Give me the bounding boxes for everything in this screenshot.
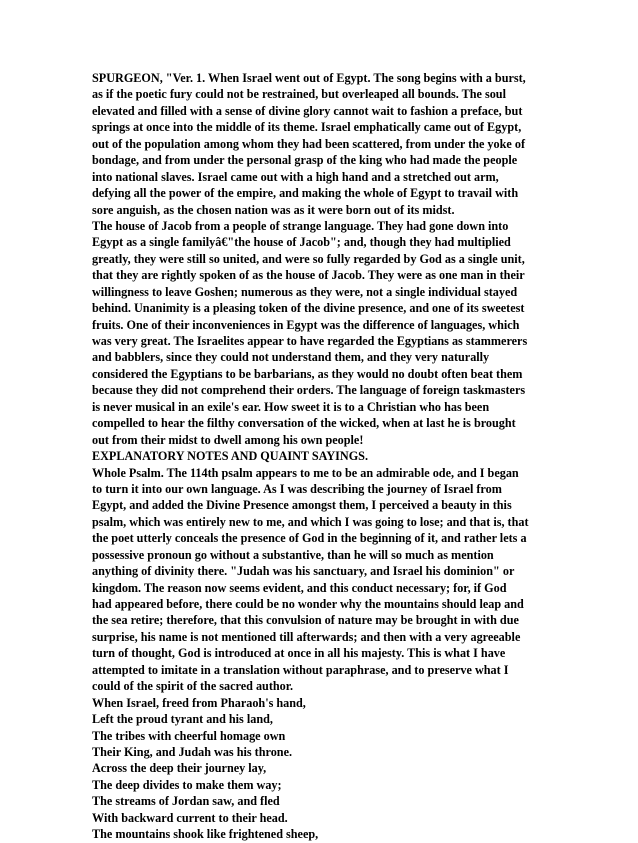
text-line: sore anguish, as the chosen nation was as it were born out of its midst. (92, 202, 455, 217)
text-line: greatly, they were still so united, and were so fully regarded by God as a single unit, (92, 251, 525, 266)
text-line: Their King, and Judah was his throne. (92, 744, 293, 759)
text-line: is never musical in an exile's ear. How sweet it is to a Christian who has been (92, 399, 490, 414)
text-line: behind. Unanimity is a pleasing token of the divine presence, and one of its sweetest (92, 301, 525, 316)
text-line: The mountains shook like frightened sheep, (92, 827, 319, 842)
text-line: out of the population among whom they had been scattered, from under the yoke of (92, 136, 526, 151)
text-line: possessive pronoun go without a substantive, than he will so much as mention (92, 547, 494, 562)
text-line: the sea retire; therefore, that this convulsion of nature may be brought in with due (92, 613, 519, 628)
text-line: When Israel, freed from Pharaoh's hand, (92, 695, 306, 710)
text-line: willingness to leave Goshen; numerous as they were, not a single individual stayed (92, 284, 518, 299)
text-line: into national slaves. Israel came out with a high hand and a stretched out arm, (92, 169, 499, 184)
text-line: bondage, and from under the personal grasp of the king who had made the people (92, 153, 518, 168)
text-line: considered the Egyptians to be barbarians, as they would no doubt often beat them (92, 366, 523, 381)
text-line: was very great. The Israelites appear to have regarded the Egyptians as stammerers (92, 334, 528, 348)
text-line: The deep divides to make them way; (92, 777, 282, 792)
text-line: elevated and filled with a sense of divine glory cannot wait to fashion a preface, but (92, 103, 523, 118)
text-line: the poet utterly conceals the presence of God in the beginning of it, and rather lets a (92, 531, 527, 546)
text-line: anything of divinity there. "Judah was his sanctuary, and Israel his dominion" or (92, 564, 515, 579)
text-line: defying all the power of the empire, and making the whole of Egypt to travail with (92, 186, 519, 201)
text-line: EXPLANATORY NOTES AND QUAINT SAYINGS. (92, 449, 368, 464)
text-line: The streams of Jordan saw, and fled (92, 794, 280, 809)
text-line: turn of thought, God is introduced at once in all his majesty. This is what I have (92, 646, 506, 661)
text-line: as if the poetic fury could not be restrained, but overleaped all bounds. The soul (92, 87, 506, 102)
text-line: Whole Psalm. The 114th psalm appears to me to be an admirable ode, and I began (92, 465, 519, 480)
text-line: springs at once into the middle of its theme. Israel emphatically came out of Egypt, (92, 120, 522, 135)
text-line: out from their midst to dwell among his own people! (92, 432, 364, 447)
text-line: kingdom. The reason now seems evident, and this conduct necessary; for, if God (92, 580, 507, 595)
text-line: The house of Jacob from a people of strange language. They had gone down into (92, 218, 509, 233)
text-line: Left the proud tyrant and his land, (92, 712, 273, 727)
text-line: SPURGEON, "Ver. 1. When Israel went out of Egypt. The song begins with a burst, (92, 71, 526, 85)
text-line: psalm, which was entirely new to me, and which I was going to lose; and that is, that (92, 514, 529, 529)
text-line: had appeared before, there could be no wonder why the mountains should leap and (92, 597, 524, 611)
text-line: to turn it into our own language. As I was describing the journey of Israel from (92, 481, 502, 496)
text-line: The tribes with cheerful homage own (92, 728, 286, 743)
text-line: Across the deep their journey lay, (92, 761, 267, 776)
text-line: that they are rightly spoken of as the house of Jacob. They were as one man in their (92, 268, 525, 283)
text-line: compelled to hear the filthy conversation of the wicked, when at last he is brought (92, 416, 516, 431)
text-line: Egypt, and added the Divine Presence amongst them, I perceived a beauty in this (92, 498, 512, 513)
text-line: because they did not comprehend their orders. The language of foreign taskmasters (92, 383, 526, 398)
text-line: attempted to imitate in a translation without paraphrase, and to preserve what I (92, 662, 509, 677)
text-line: fruits. One of their inconveniences in Egypt was the difference of languages, which (92, 317, 520, 332)
text-line: Egypt as a single familyâ€"the house of Jacob"; and, though they had multiplied (92, 235, 511, 250)
text-line: With backward current to their head. (92, 810, 288, 825)
text-line: could of the spirit of the sacred author. (92, 679, 294, 694)
text-line: surprise, his name is not mentioned till afterwards; and then with a very agreeable (92, 629, 521, 644)
text-line: and babblers, since they could not understand them, and they very naturally (92, 350, 490, 365)
document-page (92, 70, 562, 843)
